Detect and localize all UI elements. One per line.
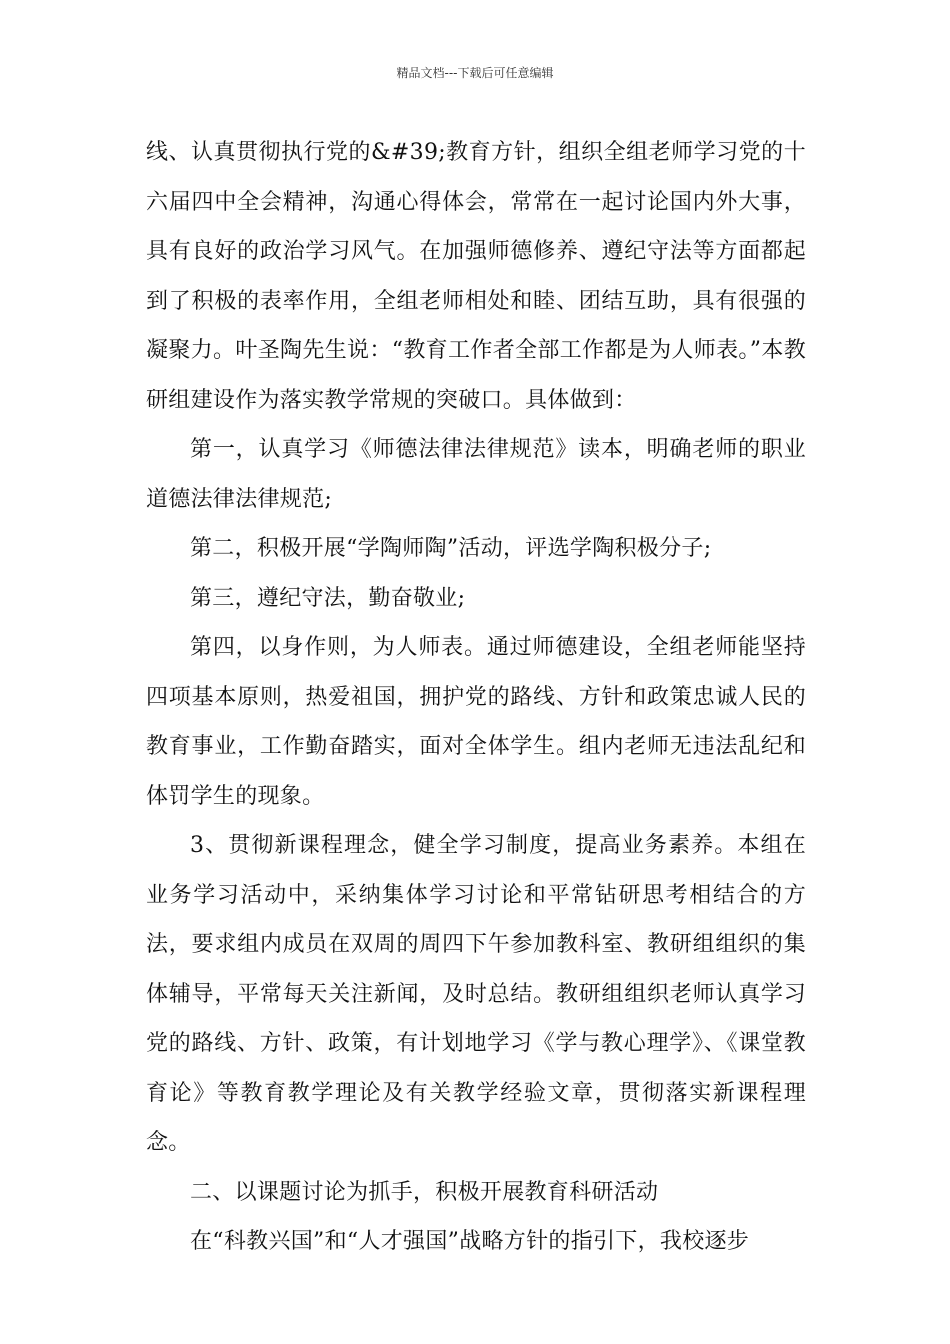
paragraph-continuation: 线、认真贯彻执行党的&#39;教育方针，组织全组老师学习党的十六届四中全会精神，沟通心得体会，常常在一起讨论国内外大事，具有良好的政治学习风气。在加强师德修养、遵纪守法等方面都起到了积极的表率作用，全组老师相处和睦、团结互助，具有很强的凝聚力。叶圣陶先生说：“教育工作者全部工作都是为人师表。”本教研组建设作为落实教学常规的突破口。具体做到： xyxy=(146,140,806,413)
paragraph-item-3: 第三，遵纪守法，勤奋敬业; xyxy=(190,585,466,611)
document-body xyxy=(146,128,806,1267)
paragraph-section-2-intro: 在“科教兴国”和“人才强国”战略方针的指引下，我校逐步 xyxy=(190,1229,750,1254)
paragraph-item-1: 第一，认真学习《师德法律法律规范》读本，明确老师的职业道德法律法律规范; xyxy=(146,437,806,512)
paragraph-section-3: 3、贯彻新课程理念，健全学习制度，提高业务素养。本组在业务学习活动中，采纳集体学习讨论和平常钻研思考相结合的方法，要求组内成员在双周的周四下午参加教科室、教研组组织的集体辅导，平常每天关注新闻，及时总结。教研组组织老师认真学习党的路线、方针、政策，有计划地学习《学与教心理学》、《课堂教育论》等教育教学理论及有关教学经验文章，贯彻落实新课程理念。 xyxy=(146,833,806,1155)
section-heading-2: 二、以课题讨论为抓手，积极开展教育科研活动 xyxy=(190,1179,659,1205)
paragraph-item-4: 第四，以身作则，为人师表。通过师德建设，全组老师能坚持四项基本原则，热爱祖国，拥护党的路线、方针和政策忠诚人民的教育事业，工作勤奋踏实，面对全体学生。组内老师无违法乱纪和体罚学生的现象。 xyxy=(146,635,806,809)
paragraph-item-2: 第二，积极开展“学陶师陶”活动，评选学陶积极分子; xyxy=(190,536,712,561)
page-header: 精品文档---下载后可任意编辑 xyxy=(396,66,554,80)
